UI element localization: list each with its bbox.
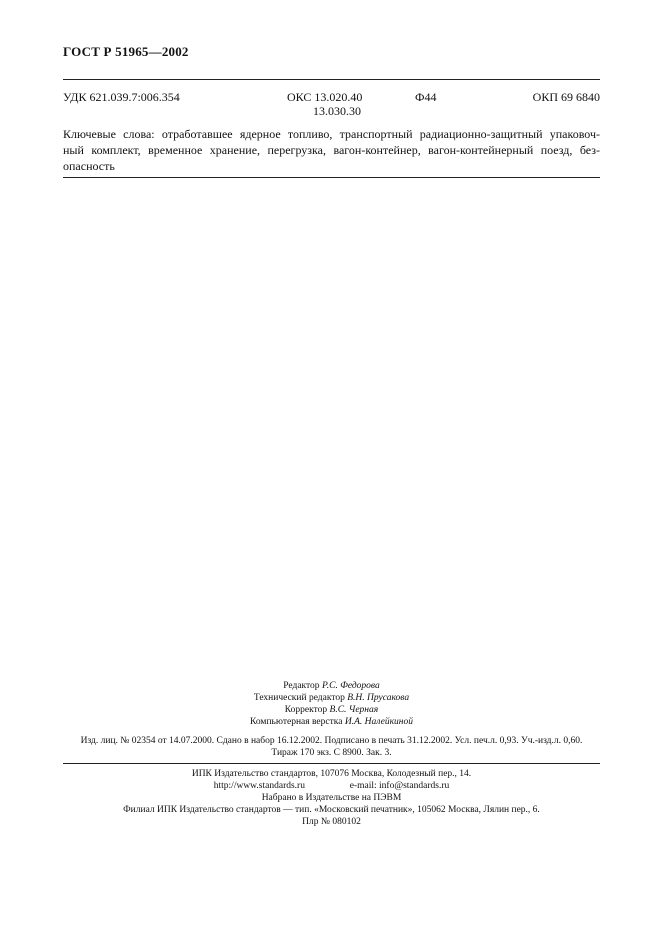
tech-editor-line: [63, 692, 600, 704]
keywords-paragraph: [63, 126, 600, 174]
publisher-line-1: ИПК Издательство стандартов, 107076 Москва, Колодезный пер., 14.: [191, 769, 472, 779]
corrector-line: [63, 704, 600, 716]
publisher-info: [63, 768, 600, 828]
document-title: ГОСТ Р 51965—2002: [63, 44, 189, 59]
tech-editor-label: Технический редактор: [253, 693, 345, 703]
okp-code: ОКП 69 6840: [532, 90, 600, 104]
top-divider: [63, 79, 600, 80]
editor-name: Р.С. Федорова: [321, 681, 380, 691]
publisher-web-link[interactable]: http://www.standards.ru: [213, 781, 305, 791]
corrector-label: Корректор: [284, 705, 328, 715]
corrector-name: В.С. Черная: [329, 705, 379, 715]
oks-code-1: ОКС 13.020.40: [287, 90, 363, 104]
publisher-line-3: Набрано в Издательстве на ПЭВМ: [261, 793, 402, 803]
keywords-divider: [63, 177, 600, 178]
layout-line: [63, 716, 600, 728]
layout-label: Компьютерная верстка: [250, 717, 343, 727]
udk-code: УДК 621.039.7:006.354: [63, 90, 180, 104]
publisher-email-link[interactable]: e-mail: info@standards.ru: [349, 781, 450, 791]
classification-row: [63, 90, 600, 124]
imprint-divider: [63, 763, 600, 764]
group-code: Ф44: [415, 90, 437, 104]
tech-editor-name: В.Н. Прусакова: [347, 693, 410, 703]
keywords-line-1: Ключевые слова: отработавшее ядерное топливо, транспортный радиационно-защитный упаковоч-: [63, 127, 600, 141]
editor-line: [63, 680, 600, 692]
imprint: [63, 735, 600, 759]
publisher-line-4: Филиал ИПК Издательство стандартов — тип. «Московский печатник», 105062 Москва, Лялин пер., 6.: [123, 805, 540, 815]
oks-code: [287, 90, 362, 118]
colophon: [63, 680, 600, 728]
editor-label: Редактор: [283, 681, 320, 691]
imprint-line-2: Тираж 170 экз. С 8900. Зак. 3.: [271, 748, 392, 758]
oks-code-2: 13.030.30: [313, 104, 361, 118]
imprint-line-1: Изд. лиц. № 02354 от 14.07.2000. Сдано в набор 16.12.2002. Подписано в печать 31.12.2002. Усл. печ.л. 0,93. Уч.-изд.л. 0,60.: [80, 736, 583, 746]
publisher-contacts: [63, 780, 600, 792]
layout-name: И.А. Налейкиной: [344, 717, 413, 727]
keywords-line-3: опасность: [63, 159, 115, 173]
keywords-line-2: ный комплект, временное хранение, перегрузка, вагон-контейнер, вагон-контейнерный поезд, без-: [63, 143, 600, 157]
publisher-line-5: Плр № 080102: [302, 817, 361, 827]
